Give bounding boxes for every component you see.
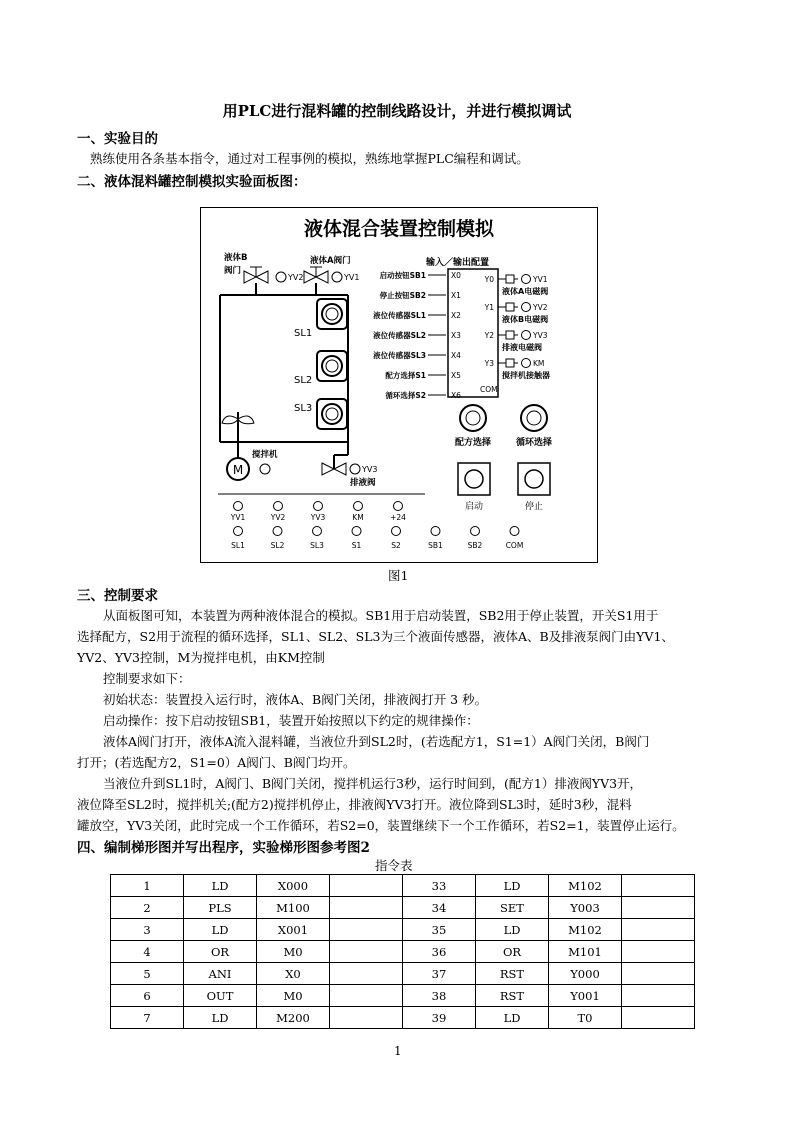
table-cell: 35 <box>403 919 476 941</box>
table-cell <box>330 941 403 963</box>
table-cell <box>330 897 403 919</box>
sl2-label: SL2 <box>294 375 313 386</box>
table-cell: LD <box>476 875 549 897</box>
x-terminal-label: X4 <box>451 351 461 360</box>
input-label: 液位传感器SL3 <box>373 351 426 360</box>
y-terminal-label: Y2 <box>484 331 494 340</box>
para-2: 控制要求如下： <box>103 671 191 686</box>
para-1c: YV2、YV3控制，M为搅拌电机，由KM控制 <box>77 650 325 665</box>
table-cell <box>622 941 695 963</box>
table-cell: M102 <box>549 875 622 897</box>
output-tag: YV3 <box>533 331 548 340</box>
table-cell: LD <box>184 875 257 897</box>
section-1-heading: 一、实验目的 <box>77 131 158 147</box>
yv1-label: YV1 <box>344 273 360 282</box>
table-row <box>111 963 695 985</box>
terminal-dot <box>392 527 401 536</box>
table-cell: M0 <box>257 985 330 1007</box>
table-cell: LD <box>184 1007 257 1029</box>
table-cell: Y000 <box>549 963 622 985</box>
input-label: 启动按钮SB1 <box>379 271 426 280</box>
terminal-label: SL1 <box>231 541 245 550</box>
table-cell: M101 <box>549 941 622 963</box>
terminal-label: SL3 <box>310 541 324 550</box>
y-terminal-label: Y3 <box>484 359 494 368</box>
input-label: 循环选择S2 <box>385 391 426 400</box>
table-cell: 34 <box>403 897 476 919</box>
terminal-label: KM <box>352 513 364 522</box>
km-lamp-icon <box>260 464 270 474</box>
yv3-label: YV3 <box>362 465 378 474</box>
input-label: 液位传感器SL1 <box>373 311 426 320</box>
x-terminal-label: X0 <box>451 271 461 280</box>
yv2-label: YV2 <box>288 273 304 282</box>
output-tag: KM <box>533 359 545 368</box>
y-terminal-label: Y1 <box>484 303 494 312</box>
table-row <box>111 985 695 1007</box>
table-cell <box>330 985 403 1007</box>
table-cell: 4 <box>111 941 184 963</box>
table-cell: 7 <box>111 1007 184 1029</box>
section-2-heading: 二、液体混料罐控制模拟实验面板图： <box>77 174 307 190</box>
table-cell: 2 <box>111 897 184 919</box>
table-cell: T0 <box>549 1007 622 1029</box>
table-cell: ANI <box>184 963 257 985</box>
para-6a: 当液位升到SL1时，A阀门、B阀门关闭，搅拌机运行3秒，运行时间到，(配方1）排液阀YV3开， <box>103 776 643 791</box>
table-cell <box>330 919 403 941</box>
output-tag: YV2 <box>533 303 548 312</box>
terminal-label: S1 <box>351 541 362 550</box>
input-label: 液位传感器SL2 <box>373 331 426 340</box>
stop-label: 停止 <box>524 502 544 512</box>
table-cell: Y001 <box>549 985 622 1007</box>
table-row <box>111 919 695 941</box>
para-1b: 选择配方，S2用于流程的循环选择，SL1、SL2、SL3为三个液面传感器，液体A、B及排液泵阀门由YV1、 <box>77 629 674 644</box>
table-cell <box>330 1007 403 1029</box>
page-title: 用PLC进行混料罐的控制线路设计，并进行模拟调试 <box>222 102 572 120</box>
input-label: 停止按钮SB2 <box>379 291 426 300</box>
section-1-text: 熟练使用各条基本指令，通过对工程事例的模拟，熟练地掌握PLC编程和调试。 <box>90 151 529 166</box>
input-label: 配方选择S1 <box>385 371 426 380</box>
terminal-dot <box>431 527 440 536</box>
com-label: COM <box>480 385 498 394</box>
section-4-heading: 四、编制梯形图并写出程序，实验梯形图参考图2 <box>77 840 370 856</box>
terminal-label: YV2 <box>270 513 286 522</box>
table-row <box>111 941 695 963</box>
figure-caption: 图1 <box>388 568 409 583</box>
terminal-dot <box>471 527 480 536</box>
loop-select-knob <box>521 405 547 431</box>
valve-b-label-2: 阀门 <box>224 266 242 276</box>
terminal-label: SL2 <box>270 541 285 550</box>
table-cell <box>622 919 695 941</box>
para-6b: 液位降至SL2时，搅拌机关;(配方2)搅拌机停止，排液阀YV3打开。液位降到SL3时，延时3秒，混料 <box>77 797 632 812</box>
output-lamp-icon <box>522 275 531 284</box>
table-cell: M100 <box>257 897 330 919</box>
table-cell: OR <box>476 941 549 963</box>
sl3-sensor-icon <box>317 399 347 429</box>
coil-icon <box>506 331 514 339</box>
table-cell: Y003 <box>549 897 622 919</box>
output-label: 液体A电磁阀 <box>502 287 549 296</box>
terminal-label: YV3 <box>310 513 326 522</box>
table-cell: OR <box>184 941 257 963</box>
para-5b: 打开；(若选配方2，S1=0）A阀门、B阀门均开。 <box>77 755 356 770</box>
table-cell <box>622 1007 695 1029</box>
x-terminal-label: X3 <box>451 331 461 340</box>
valve-a-label: 液体A阀门 <box>310 256 351 266</box>
table-title: 指令表 <box>375 858 413 873</box>
x-terminal-label: X5 <box>451 371 461 380</box>
table-cell: SET <box>476 897 549 919</box>
terminal-label: SB2 <box>467 541 483 550</box>
terminal-dot <box>352 527 361 536</box>
terminal-dot <box>273 527 282 536</box>
start-label: 启动 <box>464 502 484 512</box>
table-cell: 3 <box>111 919 184 941</box>
panel-diagram <box>200 207 598 563</box>
coil-icon <box>506 275 514 283</box>
table-cell: 6 <box>111 985 184 1007</box>
table-cell: LD <box>476 1007 549 1029</box>
table-cell <box>622 985 695 1007</box>
yv3-lamp-icon <box>350 464 360 474</box>
table-cell: M102 <box>549 919 622 941</box>
table-cell: X0 <box>257 963 330 985</box>
para-6c: 罐放空，YV3关闭，此时完成一个工作循环，若S2=0，装置继续下一个工作循环，若S2=1，装置停止运行。 <box>77 818 685 833</box>
terminal-dot <box>314 502 323 511</box>
terminal-dot <box>394 502 403 511</box>
table-cell <box>622 963 695 985</box>
sl1-sensor-icon <box>317 299 347 329</box>
para-3: 初始状态：装置投入运行时，液体A、B阀门关闭，排液阀打开 3 秒。 <box>103 692 488 707</box>
terminal-dot <box>510 527 519 536</box>
output-label: 搅拌机接触器 <box>502 371 550 380</box>
yv2-lamp-icon <box>276 272 286 282</box>
y-terminal-label: Y0 <box>484 275 494 284</box>
terminal-dot <box>354 502 363 511</box>
valve-b-label: 液体B <box>224 253 248 263</box>
coil-icon <box>506 303 514 311</box>
terminal-dot <box>313 527 322 536</box>
table-cell: RST <box>476 985 549 1007</box>
io-header: 输入／输出配置 <box>426 258 490 268</box>
terminal-label: COM <box>505 541 524 550</box>
terminal-dot <box>234 502 243 511</box>
table-cell: X001 <box>257 919 330 941</box>
output-label: 液体B电磁阀 <box>502 315 549 324</box>
output-tag: YV1 <box>533 275 548 284</box>
sl1-label: SL1 <box>294 328 313 339</box>
recipe-select-knob <box>460 405 486 431</box>
table-cell: OUT <box>184 985 257 1007</box>
table-cell: LD <box>476 919 549 941</box>
page-number: 1 <box>394 1044 402 1058</box>
table-cell: 1 <box>111 875 184 897</box>
table-cell: M200 <box>257 1007 330 1029</box>
table-cell <box>622 897 695 919</box>
motor-label: M <box>232 463 244 477</box>
yv1-lamp-icon <box>332 272 342 282</box>
x-terminal-label: X2 <box>451 311 461 320</box>
sl2-sensor-icon <box>317 351 347 381</box>
table-row <box>111 1007 695 1029</box>
output-lamp-icon <box>522 331 531 340</box>
table-cell: 33 <box>403 875 476 897</box>
table-cell: LD <box>184 919 257 941</box>
section-3-heading: 三、控制要求 <box>77 588 158 604</box>
output-lamp-icon <box>522 359 531 368</box>
terminal-dot <box>274 502 283 511</box>
table-cell: 5 <box>111 963 184 985</box>
table-cell: PLS <box>184 897 257 919</box>
terminal-label: YV1 <box>230 513 246 522</box>
terminal-label: SB1 <box>428 541 443 550</box>
output-label: 排液电磁阀 <box>502 343 542 352</box>
table-cell: 37 <box>403 963 476 985</box>
table-cell: 36 <box>403 941 476 963</box>
table-cell: RST <box>476 963 549 985</box>
para-1a: 从面板图可知，本装置为两种液体混合的模拟。SB1用于启动装置，SB2用于停止装置，开关S1用于 <box>103 608 659 623</box>
table-cell: 38 <box>403 985 476 1007</box>
terminal-dot <box>234 527 243 536</box>
para-5a: 液体A阀门打开，液体A流入混料罐，当液位升到SL2时，(若选配方1，S1=1）A阀门关闭，B阀门 <box>103 734 650 749</box>
table-row <box>111 875 695 897</box>
table-cell: 39 <box>403 1007 476 1029</box>
table-cell <box>622 875 695 897</box>
terminal-label: S2 <box>391 541 401 550</box>
sl3-label: SL3 <box>294 403 313 414</box>
output-lamp-icon <box>522 303 531 312</box>
x-terminal-label: X1 <box>451 291 461 300</box>
coil-icon <box>506 359 514 367</box>
table-row <box>111 897 695 919</box>
instruction-table <box>110 874 695 1029</box>
terminal-label: +24 <box>390 513 406 522</box>
para-4: 启动操作：按下启动按钮SB1，装置开始按照以下约定的规律操作： <box>103 713 479 728</box>
drain-label: 排液阀 <box>350 478 376 488</box>
recipe-select-label: 配方选择 <box>454 438 492 448</box>
diagram-title: 液体混合装置控制模拟 <box>303 218 495 240</box>
table-cell: M0 <box>257 941 330 963</box>
table-cell <box>330 875 403 897</box>
table-cell: X000 <box>257 875 330 897</box>
loop-select-label: 循环选择 <box>515 438 553 448</box>
table-cell <box>330 963 403 985</box>
mixer-label: 搅拌机 <box>252 450 278 460</box>
x-terminal-label: X6 <box>451 391 461 400</box>
